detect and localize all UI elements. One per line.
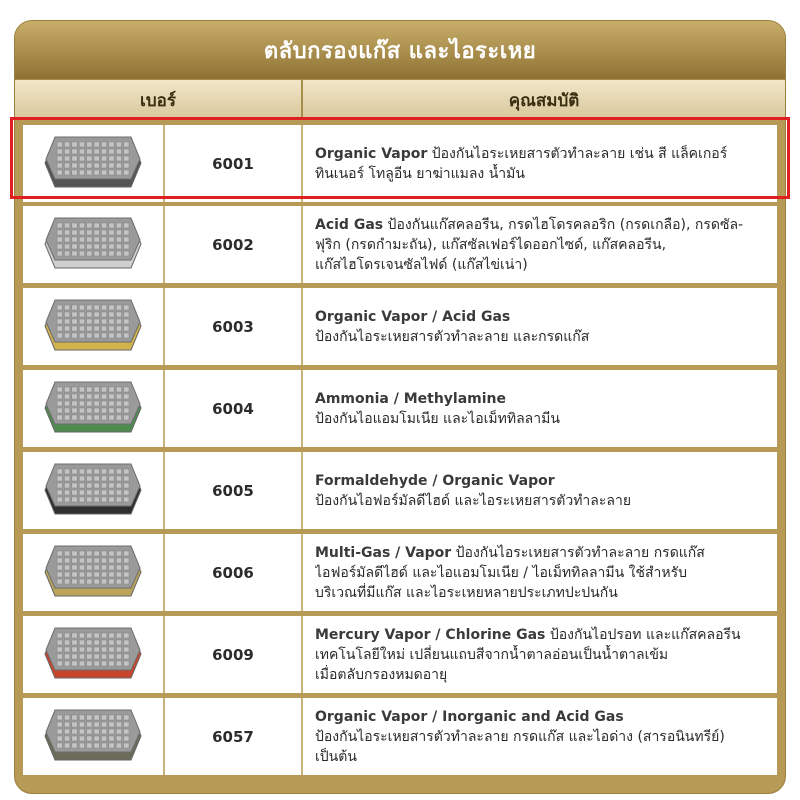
gas-type: Organic Vapor / Inorganic and Acid Gas	[315, 708, 624, 725]
description-text: ทินเนอร์ โทลูอีน ยาฆ่าแมลง น้ำมัน	[315, 165, 525, 182]
cartridge-image	[23, 206, 163, 283]
description-text: แก๊สไฮโดรเจนซัลไฟด์ (แก๊สไข่เน่า)	[315, 256, 528, 273]
cartridge-number: 6004	[165, 370, 301, 447]
cartridge-image	[23, 370, 163, 447]
table-row	[23, 206, 777, 283]
cartridge-number: 6005	[165, 452, 301, 529]
cartridge-description	[315, 534, 771, 611]
table-row	[23, 698, 777, 775]
description-text: ป้องกันไอระเหยสารตัวทำละลาย เช่น สี แล็คเกอร์	[427, 145, 728, 162]
table-row	[23, 125, 777, 202]
cartridge-number: 6006	[165, 534, 301, 611]
description-text: ป้องกันไอฟอร์มัลดีไฮด์ และไอระเหยสารตัวทำละลาย	[315, 492, 632, 509]
gas-type: Ammonia / Methylamine	[315, 390, 507, 407]
header-number: เบอร์	[140, 90, 176, 111]
description-text: ป้องกันไอปรอท และแก๊สคลอรีน	[545, 626, 741, 643]
gas-type: Acid Gas	[315, 216, 384, 233]
description-text: ป้องกันแก๊สคลอรีน, กรดไฮโดรคลอริก (กรดเกลือ), กรดซัล-	[383, 216, 744, 233]
cartridge-number: 6001	[165, 125, 301, 202]
table-row	[23, 452, 777, 529]
cartridge-number: 6057	[165, 698, 301, 775]
cartridge-icon	[41, 214, 145, 274]
cartridge-description	[315, 370, 771, 447]
cartridge-description	[315, 452, 771, 529]
cartridge-icon	[41, 378, 145, 438]
header-properties: คุณสมบัติ	[508, 90, 580, 111]
cartridge-description	[315, 698, 771, 775]
cartridge-number: 6002	[165, 206, 301, 283]
description-text: ไอฟอร์มัลดีไฮด์ และไอแอมโมเนีย / ไอเม็ททิลลามีน ใช้สำหรับ	[315, 564, 688, 581]
cartridge-number: 6009	[165, 616, 301, 693]
gas-type: Multi-Gas / Vapor	[315, 544, 452, 561]
description-text: เมื่อตลับกรองหมดอายุ	[315, 666, 448, 683]
cartridge-image	[23, 616, 163, 693]
table-row	[23, 534, 777, 611]
cartridge-icon	[41, 133, 145, 193]
description-text: ป้องกันไอแอมโมเนีย และไอเม็ททิลลามีน	[315, 410, 560, 427]
cartridge-icon	[41, 706, 145, 766]
cartridge-description	[315, 616, 771, 693]
table-header	[15, 79, 785, 120]
table-row	[23, 370, 777, 447]
description-text: บริเวณที่มีแก๊ส และไอระเหยหลายประเภทปะปนกัน	[315, 584, 618, 601]
table-title: ตลับกรองแก๊ส และไอระเหย	[15, 21, 785, 79]
cartridge-table	[14, 20, 786, 794]
cartridge-icon	[41, 460, 145, 520]
cartridge-icon	[41, 624, 145, 684]
cartridge-description	[315, 206, 771, 283]
cartridge-icon	[41, 296, 145, 356]
cartridge-image	[23, 534, 163, 611]
table-row	[23, 288, 777, 365]
cartridge-image	[23, 452, 163, 529]
cartridge-image	[23, 125, 163, 202]
gas-type: Mercury Vapor / Chlorine Gas	[315, 626, 546, 643]
description-text: ป้องกันไอระเหยสารตัวทำละลาย กรดแก๊ส และไอด่าง (สารอนินทรีย์)	[315, 728, 725, 745]
cartridge-image	[23, 698, 163, 775]
description-text: ป้องกันไอระเหยสารตัวทำละลาย กรดแก๊ส	[451, 544, 705, 561]
gas-type: Formaldehyde / Organic Vapor	[315, 472, 555, 489]
cartridge-icon	[41, 542, 145, 602]
gas-type: Organic Vapor / Acid Gas	[315, 308, 511, 325]
description-text: เป็นต้น	[315, 748, 357, 765]
description-text: ป้องกันไอระเหยสารตัวทำละลาย และกรดแก๊ส	[315, 328, 590, 345]
cartridge-description	[315, 125, 771, 202]
table-row	[23, 616, 777, 693]
description-text: เทคโนโลยีใหม่ เปลี่ยนแถบสีจากน้ำตาลอ่อนเป็นน้ำตาลเข้ม	[315, 646, 669, 663]
gas-type: Organic Vapor	[315, 145, 428, 162]
description-text: ฟุริก (กรดกำมะถัน), แก๊สซัลเฟอร์ไดออกไซด์, แก๊สคลอรีน,	[315, 236, 667, 253]
cartridge-image	[23, 288, 163, 365]
cartridge-number: 6003	[165, 288, 301, 365]
cartridge-description	[315, 288, 771, 365]
